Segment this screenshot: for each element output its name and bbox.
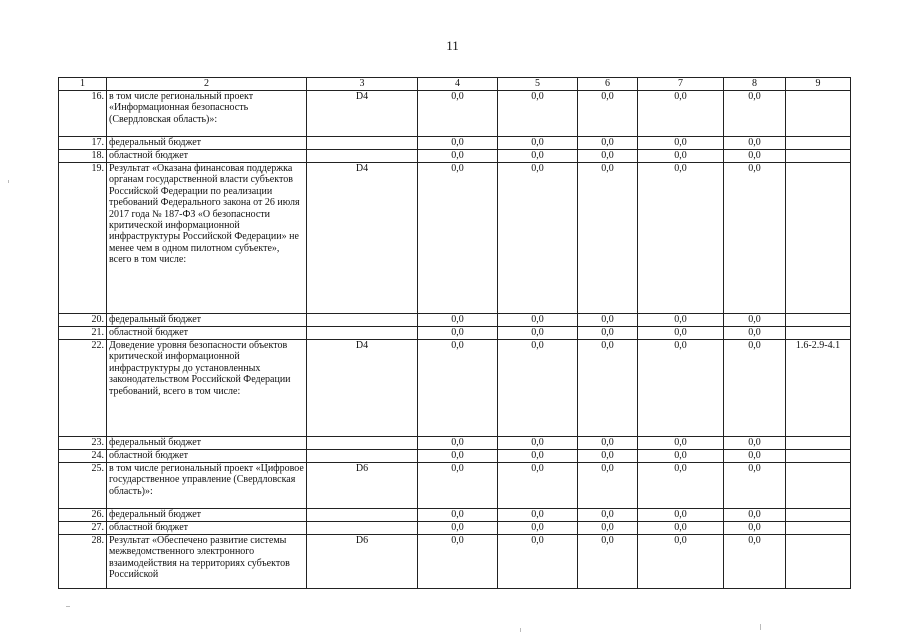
value-col-7: 0,0: [638, 522, 724, 535]
table-row: [59, 163, 851, 314]
value-col-6: 0,0: [578, 163, 638, 314]
row-name: в том числе региональный проект «Информационная безопасность (Свердловская область)»:: [107, 91, 307, 137]
value-col-8: 0,0: [724, 314, 786, 327]
row-number: 17.: [59, 137, 107, 150]
row-code: [307, 314, 418, 327]
row-code: D4: [307, 91, 418, 137]
row-name: федеральный бюджет: [107, 509, 307, 522]
row-name: федеральный бюджет: [107, 437, 307, 450]
row-reference: [786, 314, 851, 327]
row-number: 21.: [59, 327, 107, 340]
value-col-5: 0,0: [498, 327, 578, 340]
row-reference: [786, 450, 851, 463]
table-row: [59, 450, 851, 463]
scan-artifact: [66, 606, 70, 607]
value-col-5: 0,0: [498, 535, 578, 589]
row-reference: [786, 535, 851, 589]
row-code: [307, 509, 418, 522]
value-col-8: 0,0: [724, 340, 786, 437]
row-number: 25.: [59, 463, 107, 509]
value-col-6: 0,0: [578, 327, 638, 340]
value-col-8: 0,0: [724, 327, 786, 340]
row-reference: [786, 509, 851, 522]
row-number: 18.: [59, 150, 107, 163]
row-number: 24.: [59, 450, 107, 463]
row-number: 16.: [59, 91, 107, 137]
row-code: [307, 327, 418, 340]
value-col-4: 0,0: [418, 437, 498, 450]
value-col-8: 0,0: [724, 137, 786, 150]
scan-artifact: [8, 180, 9, 183]
row-number: 19.: [59, 163, 107, 314]
row-reference: [786, 137, 851, 150]
table-row: [59, 340, 851, 437]
value-col-6: 0,0: [578, 150, 638, 163]
value-col-7: 0,0: [638, 314, 724, 327]
row-reference: 1.6-2.9-4.1: [786, 340, 851, 437]
row-name: областной бюджет: [107, 327, 307, 340]
row-reference: [786, 327, 851, 340]
table-row: [59, 535, 851, 589]
value-col-8: 0,0: [724, 163, 786, 314]
row-code: D6: [307, 463, 418, 509]
column-header: 9: [786, 78, 851, 91]
value-col-8: 0,0: [724, 463, 786, 509]
value-col-5: 0,0: [498, 150, 578, 163]
value-col-6: 0,0: [578, 522, 638, 535]
value-col-6: 0,0: [578, 437, 638, 450]
value-col-6: 0,0: [578, 137, 638, 150]
value-col-5: 0,0: [498, 91, 578, 137]
budget-table: [58, 77, 851, 589]
value-col-6: 0,0: [578, 463, 638, 509]
page-number: 11: [446, 38, 459, 53]
row-code: [307, 437, 418, 450]
value-col-5: 0,0: [498, 450, 578, 463]
table-row: [59, 509, 851, 522]
row-code: [307, 137, 418, 150]
table-row: [59, 437, 851, 450]
value-col-6: 0,0: [578, 340, 638, 437]
value-col-4: 0,0: [418, 535, 498, 589]
row-code: D6: [307, 535, 418, 589]
value-col-7: 0,0: [638, 437, 724, 450]
column-header: 1: [59, 78, 107, 91]
value-col-4: 0,0: [418, 137, 498, 150]
column-header: 6: [578, 78, 638, 91]
value-col-7: 0,0: [638, 535, 724, 589]
row-number: 22.: [59, 340, 107, 437]
value-col-6: 0,0: [578, 535, 638, 589]
scan-artifact: [760, 624, 761, 630]
value-col-8: 0,0: [724, 450, 786, 463]
column-header: 4: [418, 78, 498, 91]
row-name: областной бюджет: [107, 150, 307, 163]
value-col-8: 0,0: [724, 535, 786, 589]
row-code: [307, 150, 418, 163]
table-row: [59, 91, 851, 137]
value-col-6: 0,0: [578, 314, 638, 327]
value-col-5: 0,0: [498, 463, 578, 509]
value-col-8: 0,0: [724, 150, 786, 163]
row-reference: [786, 163, 851, 314]
value-col-4: 0,0: [418, 450, 498, 463]
value-col-4: 0,0: [418, 163, 498, 314]
row-name: федеральный бюджет: [107, 137, 307, 150]
table-row: [59, 150, 851, 163]
column-header: 7: [638, 78, 724, 91]
value-col-4: 0,0: [418, 509, 498, 522]
row-name: областной бюджет: [107, 450, 307, 463]
column-header: 3: [307, 78, 418, 91]
value-col-7: 0,0: [638, 450, 724, 463]
value-col-5: 0,0: [498, 509, 578, 522]
value-col-7: 0,0: [638, 509, 724, 522]
value-col-5: 0,0: [498, 314, 578, 327]
value-col-4: 0,0: [418, 340, 498, 437]
value-col-7: 0,0: [638, 137, 724, 150]
row-number: 26.: [59, 509, 107, 522]
table-body: [59, 78, 851, 589]
column-header: 8: [724, 78, 786, 91]
value-col-4: 0,0: [418, 150, 498, 163]
value-col-5: 0,0: [498, 163, 578, 314]
row-name: Результат «Обеспечено развитие системы межведомственного электронного взаимодействия на территориях субъектов Российской: [107, 535, 307, 589]
value-col-5: 0,0: [498, 522, 578, 535]
row-number: 23.: [59, 437, 107, 450]
row-name: в том числе региональный проект «Цифровое государственное управление (Свердловская область)»:: [107, 463, 307, 509]
value-col-7: 0,0: [638, 327, 724, 340]
column-header: 2: [107, 78, 307, 91]
row-reference: [786, 463, 851, 509]
value-col-8: 0,0: [724, 91, 786, 137]
table-row: [59, 137, 851, 150]
value-col-5: 0,0: [498, 137, 578, 150]
row-code: D4: [307, 163, 418, 314]
value-col-7: 0,0: [638, 163, 724, 314]
row-reference: [786, 150, 851, 163]
value-col-4: 0,0: [418, 91, 498, 137]
row-reference: [786, 522, 851, 535]
row-name: федеральный бюджет: [107, 314, 307, 327]
row-number: 20.: [59, 314, 107, 327]
value-col-8: 0,0: [724, 522, 786, 535]
value-col-8: 0,0: [724, 509, 786, 522]
value-col-7: 0,0: [638, 340, 724, 437]
value-col-4: 0,0: [418, 522, 498, 535]
row-code: [307, 450, 418, 463]
value-col-7: 0,0: [638, 91, 724, 137]
value-col-8: 0,0: [724, 437, 786, 450]
row-code: D4: [307, 340, 418, 437]
table-row: [59, 327, 851, 340]
row-number: 27.: [59, 522, 107, 535]
table-header-row: [59, 78, 851, 91]
row-name: областной бюджет: [107, 522, 307, 535]
row-number: 28.: [59, 535, 107, 589]
value-col-4: 0,0: [418, 463, 498, 509]
column-header: 5: [498, 78, 578, 91]
scan-artifact: [520, 628, 521, 632]
value-col-6: 0,0: [578, 509, 638, 522]
value-col-6: 0,0: [578, 450, 638, 463]
value-col-7: 0,0: [638, 150, 724, 163]
table-row: [59, 463, 851, 509]
value-col-6: 0,0: [578, 91, 638, 137]
value-col-4: 0,0: [418, 327, 498, 340]
row-name: Доведение уровня безопасности объектов критической информационной инфраструктуры до установленных законодательством Российской Федерации требований, всего в том числе:: [107, 340, 307, 437]
table-row: [59, 314, 851, 327]
value-col-5: 0,0: [498, 437, 578, 450]
row-name: Результат «Оказана финансовая поддержка органам государственной власти субъектов Российской Федерации по реализации требований Федерального закона от 26 июля 2017 года № 187-ФЗ «О безопасности критической информационной инфраструктуры Российской Федерации» не менее чем в одном пилотном субъекте», всего в том числе:: [107, 163, 307, 314]
value-col-4: 0,0: [418, 314, 498, 327]
table-row: [59, 522, 851, 535]
row-reference: [786, 91, 851, 137]
value-col-7: 0,0: [638, 463, 724, 509]
row-reference: [786, 437, 851, 450]
value-col-5: 0,0: [498, 340, 578, 437]
row-code: [307, 522, 418, 535]
